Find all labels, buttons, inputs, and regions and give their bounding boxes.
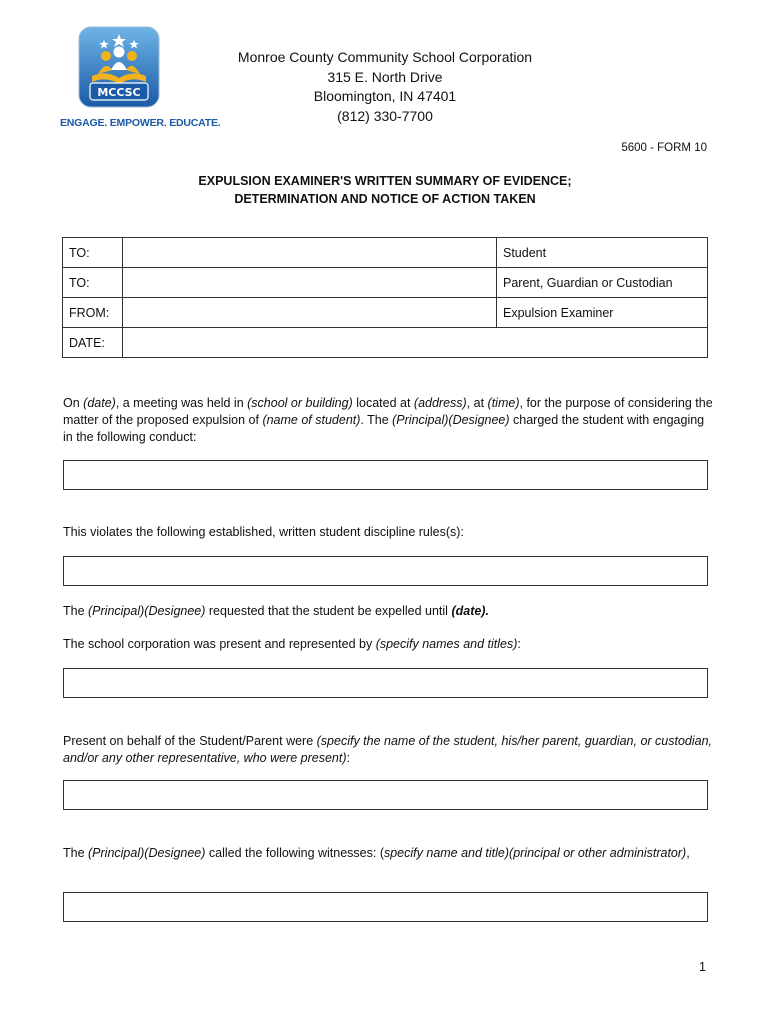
row-role: Student xyxy=(497,238,708,268)
org-street: 315 E. North Drive xyxy=(327,68,443,85)
form-title-line2: DETERMINATION AND NOTICE OF ACTION TAKEN xyxy=(234,192,536,206)
expulsion-request-paragraph xyxy=(63,603,713,620)
page-number: 1 xyxy=(699,960,706,974)
text: , at xyxy=(466,396,488,410)
text: : xyxy=(346,751,350,765)
date-field[interactable] xyxy=(123,328,708,358)
meeting-paragraph xyxy=(63,395,713,446)
from-examiner-field[interactable] xyxy=(123,298,497,328)
to-parent-field[interactable] xyxy=(123,268,497,298)
mccsc-logo xyxy=(60,24,221,134)
conduct-field[interactable] xyxy=(63,460,708,490)
placeholder-text: (date) xyxy=(83,396,116,410)
placeholder-text: (name of student) xyxy=(262,413,361,427)
row-label: FROM: xyxy=(63,298,123,328)
text: charged the student with engaging in the following conduct: xyxy=(63,413,705,444)
svg-text:MCCSC: MCCSC xyxy=(97,86,141,99)
recipient-table xyxy=(62,237,708,358)
text: Present on behalf of the Student/Parent were xyxy=(63,734,317,748)
text: . The xyxy=(360,413,393,427)
placeholder-text: (Principal)(Designee) xyxy=(88,846,206,860)
text: On xyxy=(63,396,84,410)
text: , xyxy=(686,846,690,860)
text: , for the purpose of considering the matter of the proposed expulsion of xyxy=(63,396,713,427)
row-role: Expulsion Examiner xyxy=(497,298,708,328)
logo-emblem-icon xyxy=(78,26,160,108)
placeholder-text: (Principal)(Designee) xyxy=(392,413,510,427)
text: located at xyxy=(352,396,414,410)
placeholder-text: (address) xyxy=(413,396,467,410)
placeholder-text: (date). xyxy=(451,604,489,618)
text: The xyxy=(63,846,89,860)
placeholder-text: (specify names and titles) xyxy=(375,637,518,651)
row-role: Parent, Guardian or Custodian xyxy=(497,268,708,298)
org-name: Monroe County Community School Corporation xyxy=(237,49,533,65)
placeholder-text: (specify the name of the student, his/her parent, guardian, or custodian, and/or any other representative, who were present) xyxy=(63,734,713,765)
present-field[interactable] xyxy=(63,780,708,810)
rules-field[interactable] xyxy=(63,556,708,586)
text: The xyxy=(63,604,89,618)
form-title xyxy=(0,172,770,208)
text: requested that the student be expelled until xyxy=(205,604,452,618)
org-city: Bloomington, IN 47401 xyxy=(313,88,457,104)
text: The school corporation was present and represented by xyxy=(63,637,376,651)
row-label: TO: xyxy=(63,268,123,298)
present-paragraph xyxy=(63,733,713,767)
logo-tagline: ENGAGE. EMPOWER. EDUCATE. xyxy=(60,117,221,129)
text: called the following witnesses: ( xyxy=(205,846,384,860)
form-number: 5600 - FORM 10 xyxy=(621,142,707,154)
text: , a meeting was held in xyxy=(115,396,248,410)
text: : xyxy=(517,637,521,651)
placeholder-text: (time) xyxy=(487,396,520,410)
witnesses-paragraph xyxy=(63,845,713,862)
rules-paragraph: This violates the following established, written student discipline rules(s): xyxy=(63,525,464,539)
representation-paragraph xyxy=(63,636,713,653)
representation-field[interactable] xyxy=(63,668,708,698)
to-student-field[interactable] xyxy=(123,238,497,268)
form-title-line1: EXPULSION EXAMINER'S WRITTEN SUMMARY OF EVIDENCE; xyxy=(198,174,572,188)
row-label: TO: xyxy=(63,238,123,268)
org-phone: (812) 330-7700 xyxy=(337,107,433,124)
row-label: DATE: xyxy=(63,328,123,358)
table-row xyxy=(63,298,708,328)
table-row xyxy=(63,328,708,358)
placeholder-text: (Principal)(Designee) xyxy=(88,604,206,618)
placeholder-text: (school or building) xyxy=(247,396,353,410)
letterhead xyxy=(200,48,570,126)
witnesses-field[interactable] xyxy=(63,892,708,922)
placeholder-text: specify name and title)(principal or other administrator) xyxy=(383,846,687,860)
table-row xyxy=(63,238,708,268)
table-row xyxy=(63,268,708,298)
